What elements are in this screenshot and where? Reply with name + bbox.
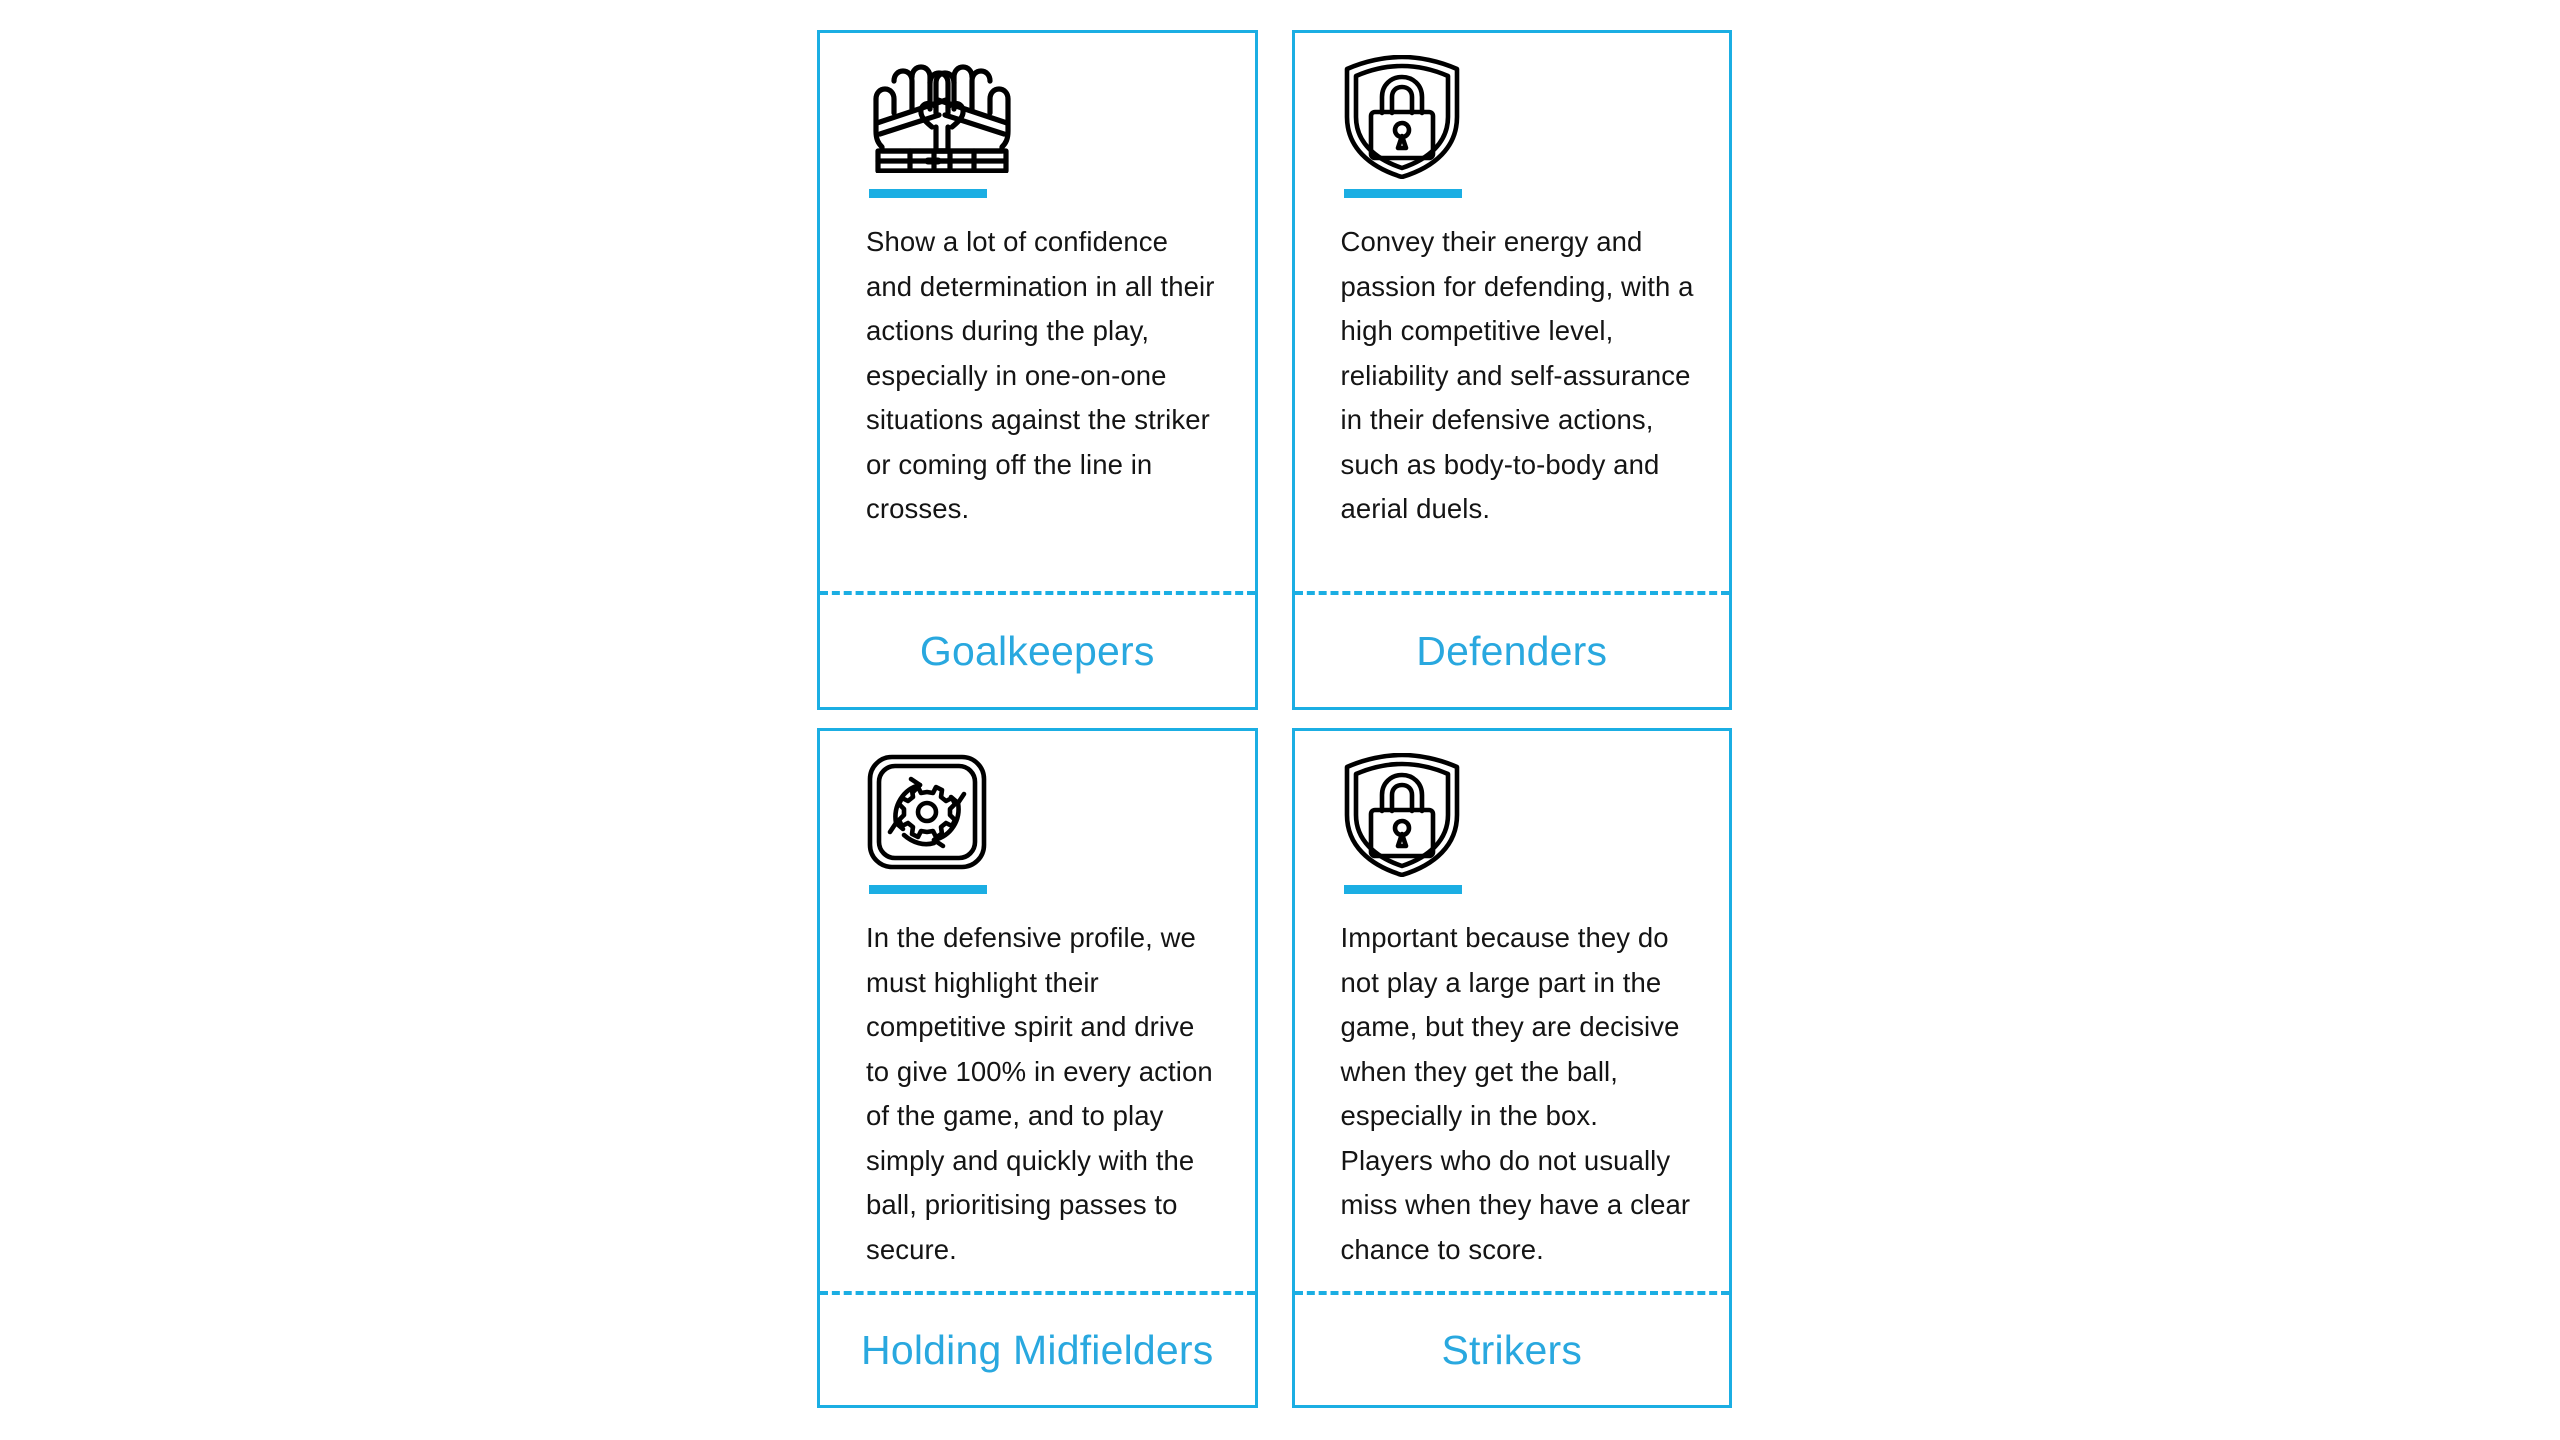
shield-lock-icon bbox=[1319, 55, 1706, 183]
card-body bbox=[1295, 33, 1730, 591]
card-title: Defenders bbox=[1416, 627, 1608, 674]
card-description: Show a lot of confidence and determination in all their actions during the play, especially in one-on-one situations against the striker or coming off the line in crosses. bbox=[866, 226, 1215, 524]
accent-bar bbox=[1344, 189, 1462, 198]
card-footer bbox=[1295, 1295, 1730, 1405]
shield-lock-icon bbox=[1319, 753, 1706, 879]
card-body bbox=[1295, 731, 1730, 1291]
player-profile-card-grid bbox=[817, 30, 1732, 1408]
card-footer bbox=[1295, 595, 1730, 707]
card-title: Holding Midfielders bbox=[861, 1326, 1214, 1373]
profile-card-goalkeepers[interactable] bbox=[817, 30, 1258, 710]
card-description: In the defensive profile, we must highlight their competitive spirit and drive to give 100% in every action of the game, and to play simply and quickly with the ball, prioritising passes to secure. bbox=[866, 922, 1213, 1265]
card-title: Strikers bbox=[1441, 1326, 1583, 1373]
gear-cycle-icon bbox=[844, 753, 1231, 879]
card-footer bbox=[820, 1295, 1255, 1405]
card-footer bbox=[820, 595, 1255, 707]
accent-bar bbox=[869, 885, 987, 894]
profile-card-defenders[interactable] bbox=[1292, 30, 1733, 710]
card-description: Convey their energy and passion for defending, with a high competitive level, reliability and self-assurance in their defensive actions, such as body-to-body and aerial duels. bbox=[1340, 226, 1694, 524]
accent-bar bbox=[869, 189, 987, 198]
card-body bbox=[820, 731, 1255, 1291]
card-description: Important because they do not play a large part in the game, but they are decisive when they get the ball, especially in the box. Players who do not usually miss when they have a clear chance to score. bbox=[1340, 922, 1691, 1265]
card-body bbox=[820, 33, 1255, 591]
profile-card-strikers[interactable] bbox=[1292, 728, 1733, 1408]
profile-card-holding-midfielders[interactable] bbox=[817, 728, 1258, 1408]
goalkeeper-gloves-icon bbox=[844, 55, 1231, 183]
card-title: Goalkeepers bbox=[919, 627, 1155, 674]
accent-bar bbox=[1344, 885, 1462, 894]
